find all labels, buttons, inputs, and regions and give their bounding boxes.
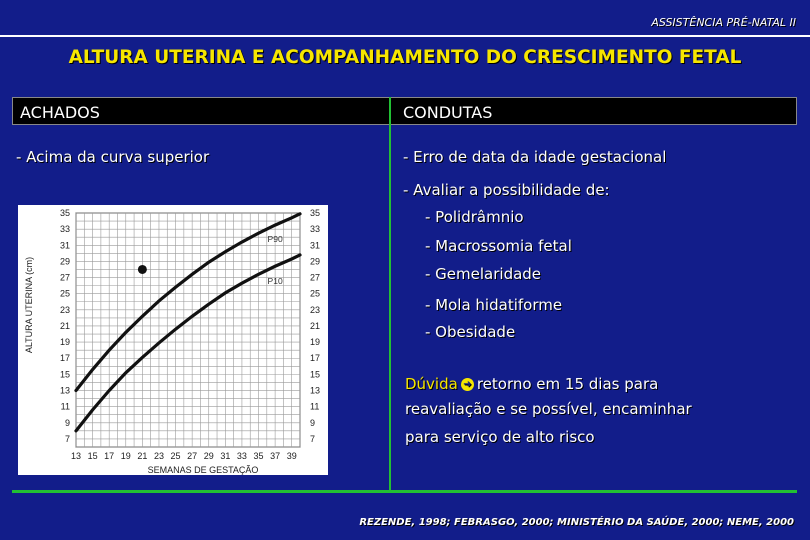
conduta-sub-mola: - Mola hidatiforme xyxy=(425,296,563,314)
conduta-line-2: - Avaliar a possibilidade de: xyxy=(403,181,610,199)
measurement-point xyxy=(138,265,147,274)
chart-svg xyxy=(18,205,328,475)
y-tick-label-right: 35 xyxy=(310,208,321,218)
duvida-line-2: reavaliação e se possível, encaminhar xyxy=(405,400,692,418)
y-tick-label-right: 7 xyxy=(310,433,316,444)
chart-frame xyxy=(76,213,300,447)
column-header-condutas: CONDUTAS xyxy=(403,103,493,122)
y-tick-label-left: 13 xyxy=(59,385,70,396)
y-tick-label-left: 9 xyxy=(64,417,70,428)
duvida-rest: retorno em 15 dias para xyxy=(476,375,659,393)
arrow-right-icon: ➜ xyxy=(461,378,474,391)
y-tick-label-left: 23 xyxy=(59,304,70,315)
conduta-line-1: - Erro de data da idade gestacional xyxy=(403,148,667,166)
y-tick-label-right: 15 xyxy=(310,369,321,380)
x-tick-label: 13 xyxy=(70,451,82,461)
y-tick-label-left: 35 xyxy=(59,208,70,218)
x-tick-label: 21 xyxy=(137,451,148,461)
chart-x-axis-label: SEMANAS DE GESTAÇÃO xyxy=(147,465,259,475)
finding-item: - Acima da curva superior xyxy=(16,148,210,166)
y-tick-label-left: 29 xyxy=(59,256,70,267)
y-tick-label-left: 11 xyxy=(60,401,70,412)
chart-y-axis-label: ALTURA UTERINA (cm) xyxy=(24,256,34,354)
x-tick-label: 27 xyxy=(187,451,198,461)
y-tick-label-left: 33 xyxy=(59,224,70,235)
x-tick-label: 19 xyxy=(120,451,131,461)
y-tick-label-left: 15 xyxy=(59,369,70,380)
column-header-achados: ACHADOS xyxy=(20,103,100,122)
uterine-height-chart xyxy=(18,205,328,475)
series-label-p10: P10 xyxy=(267,276,283,287)
y-tick-label-left: 21 xyxy=(59,320,70,331)
y-tick-label-left: 31 xyxy=(59,240,70,251)
x-tick-label: 17 xyxy=(104,451,115,461)
x-tick-label: 39 xyxy=(286,451,297,461)
conduta-sub-obesidade: - Obesidade xyxy=(425,323,516,341)
y-tick-label-right: 19 xyxy=(310,337,321,348)
conduta-sub-gemelaridade: - Gemelaridade xyxy=(425,265,542,283)
y-tick-label-left: 7 xyxy=(64,433,70,444)
x-tick-label: 29 xyxy=(203,451,214,461)
y-tick-label-right: 13 xyxy=(310,385,321,396)
x-tick-label: 35 xyxy=(253,451,264,461)
y-tick-label-right: 31 xyxy=(310,240,321,251)
x-tick-label: 23 xyxy=(153,451,164,461)
vertical-divider xyxy=(389,97,391,491)
y-tick-label-left: 17 xyxy=(59,353,70,364)
y-tick-label-right: 25 xyxy=(310,288,321,299)
x-tick-label: 37 xyxy=(270,451,281,461)
conduta-sub-polidramnio: - Polidrâmnio xyxy=(425,208,524,226)
bottom-divider xyxy=(12,490,797,493)
x-tick-label: 15 xyxy=(87,451,98,461)
duvida-word: Dúvida xyxy=(405,375,458,393)
y-tick-label-right: 11 xyxy=(310,401,320,412)
y-tick-label-right: 9 xyxy=(310,417,316,428)
x-tick-label: 33 xyxy=(236,451,247,461)
y-tick-label-left: 27 xyxy=(59,272,70,283)
chart-grid xyxy=(76,213,300,447)
duvida-line-1 xyxy=(405,375,658,393)
y-tick-label-right: 21 xyxy=(310,320,321,331)
y-tick-label-left: 19 xyxy=(59,337,70,348)
y-tick-label-right: 17 xyxy=(310,353,321,364)
y-tick-label-right: 27 xyxy=(310,272,321,283)
y-tick-label-right: 29 xyxy=(310,256,321,267)
header-rule xyxy=(0,35,810,37)
x-tick-label: 31 xyxy=(220,451,231,461)
duvida-line-3: para serviço de alto risco xyxy=(405,428,595,446)
conduta-sub-macrossomia: - Macrossomia fetal xyxy=(425,237,572,255)
x-tick-label: 25 xyxy=(170,451,181,461)
header-subtitle: ASSISTÊNCIA PRÉ-NATAL II xyxy=(651,16,796,29)
series-label-p90: P90 xyxy=(267,234,283,245)
y-tick-label-right: 23 xyxy=(310,304,321,315)
references-footer: REZENDE, 1998; FEBRASGO, 2000; MINISTÉRIO DA SAÚDE, 2000; NEME, 2000 xyxy=(359,517,794,528)
y-tick-label-right: 33 xyxy=(310,224,321,235)
y-tick-label-left: 25 xyxy=(59,288,70,299)
page-title: ALTURA UTERINA E ACOMPANHAMENTO DO CRESCIMENTO FETAL xyxy=(68,47,742,68)
